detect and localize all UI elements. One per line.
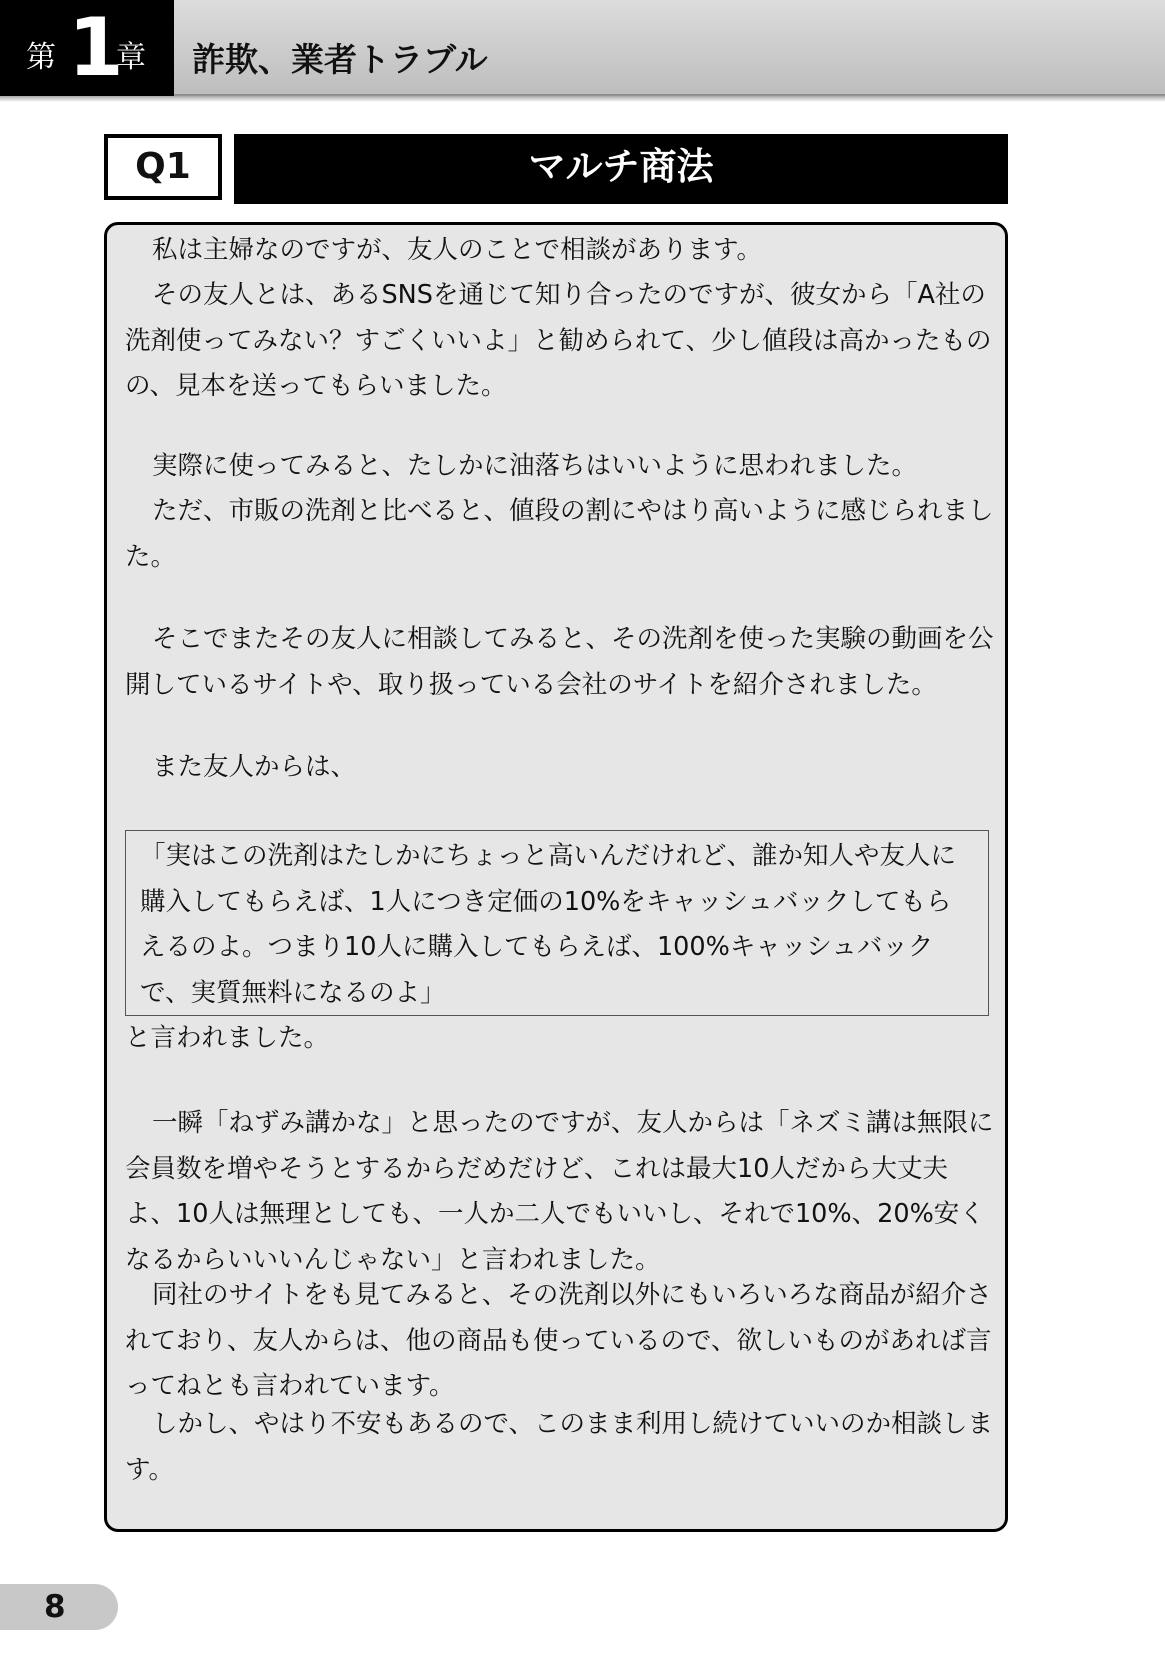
chapter-title: 詐欺、業者トラブル: [192, 40, 488, 79]
paragraph-3: 実際に使ってみると、たしかに油落ちはいいように思われました。: [152, 451, 918, 481]
paragraph-7: と言われました。: [125, 1023, 330, 1053]
paragraph-9: 同社のサイトをも見てみると、その洗剤以外にもいろいろな商品が紹介されており、友人からは、他の商品も使っているので、欲しいものがあれば言ってねとも言われています。: [125, 1280, 992, 1401]
question-body-box: [104, 222, 1008, 1532]
chapter-header: [0, 0, 1165, 96]
friend-quote: 「実はこの洗剤はたしかにちょっと高いんだけれど、誰か知人や友人に購入してもらえば、1人につき定価の10%をキャッシュバックしてもらえるのよ。つまり10人に購入してもらえば、100%キャッシュバックで、実質無料になるのよ」: [140, 841, 957, 1008]
paragraph-1: 私は主婦なのですが、友人のことで相談があります。: [152, 235, 762, 265]
question-title: マルチ商法: [234, 134, 1008, 204]
paragraph-5: そこでまたその友人に相談してみると、その洗剤を使った実験の動画を公開しているサイトや、取り扱っている会社のサイトを紹介されました。: [125, 624, 994, 700]
chapter-prefix: 第: [26, 40, 56, 75]
friend-quote-box: [125, 830, 989, 1016]
paragraph-6: また友人からは、: [152, 752, 357, 782]
paragraph-10: しかし、やはり不安もあるので、このまま利用し続けていいのか相談します。: [125, 1409, 993, 1485]
chapter-number: 1: [68, 1, 124, 94]
chapter-header-shadow: [0, 94, 1165, 102]
paragraph-4: ただ、市販の洗剤と比べると、値段の割にやはり高いように感じられました。: [125, 496, 994, 572]
paragraph-8: 一瞬「ねずみ講かな」と思ったのですが、友人からは「ネズミ講は無限に会員数を増やそうとするからだめだけど、これは最大10人だから大丈夫よ、10人は無理としても、一人か二人でもいいし、それで10%、20%安くなるからいいいんじゃない」と言われました。: [125, 1108, 994, 1275]
chapter-suffix: 章: [116, 40, 146, 75]
page-number-tab: [0, 1584, 118, 1630]
paragraph-2: その友人とは、あるSNSを通じて知り合ったのですが、彼女から「A社の洗剤使ってみない？すごくいいよ」と勧められて、少し値段は高かったものの、見本を送ってもらいました。: [125, 280, 992, 401]
chapter-number-block: [0, 0, 174, 96]
page-number: 8: [44, 1589, 66, 1625]
question-label: Q1: [104, 134, 222, 200]
